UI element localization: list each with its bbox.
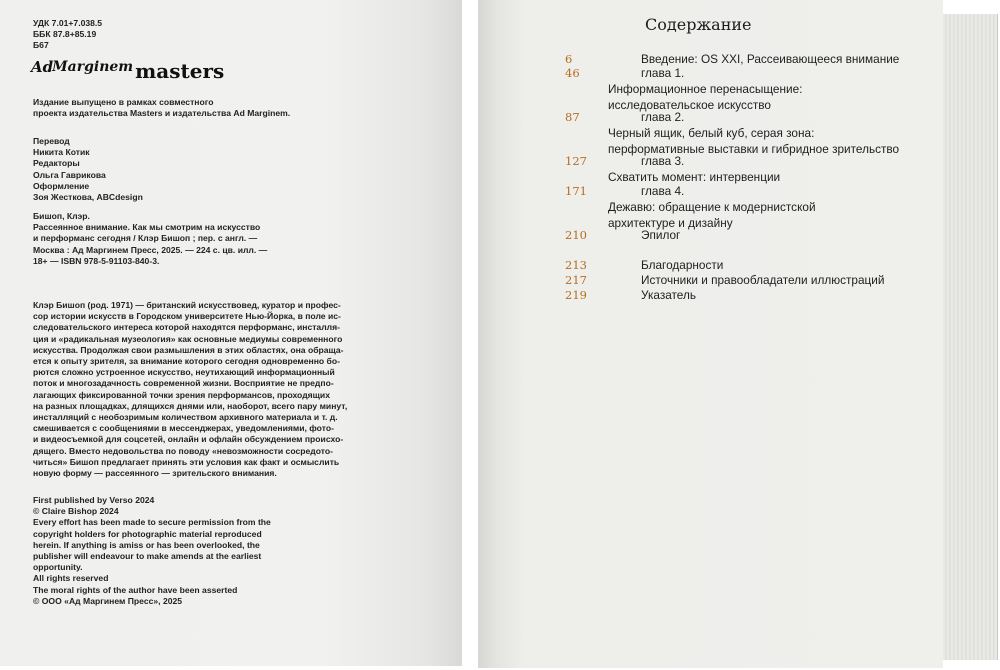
- toc-page-number: 219: [565, 288, 587, 302]
- toc-entry-text: Источники и правообладатели иллюстраций: [641, 273, 885, 287]
- toc-page-number: 46: [565, 66, 580, 80]
- logo-marginem: Marginem: [52, 59, 134, 75]
- toc-page-number: 87: [565, 110, 580, 124]
- toc-entry: [608, 273, 884, 289]
- toc-title: Содержание: [645, 15, 752, 34]
- toc-chapter-label: глава 2.: [641, 110, 685, 124]
- toc-entry-text: Информационное перенасыщение: исследовательское искусство: [608, 81, 803, 112]
- series-note: Издание выпущено в рамках совместного проекта издательства Masters и издательства Ad Marginem.: [33, 97, 291, 119]
- annotation: Клэр Бишоп (род. 1971) — британский искусствовед, куратор и профес- сор истории искусств в Городском университете Нью-Йорка, в поле ис- следовательского интереса которой находятся перформанс, инсталля- ция и «радикальная музеология» как основные медиумы современного искусства. Продолжая свои размышления в этих областях, она обраща- ется к опыту зрителя, за внимание которого сегодня одновременно бо- рются сложно устроенное искусство, неутихающий информационный поток и многозадачность современной жизни. Восприятие не предпо- лагающих фиксированной точки зрения перформансов, проходящих на разных площадках, длящихся днями или, наоборот, всего пару минут, инсталляций с необозримым количеством архивного материала и т. д. смешивается с сообщениями в мессенджерах, уведомлениями, фото- и видеосъемкой для соцсетей, онлайн и офлайн обсуждением происхо- дящего. Вместо недовольства по поводу «невозможности сосредото- читься» Бишоп предлагает принять эти условия как факт и осмыслить новую форму — рассеянного — зрительского внимания.: [33, 300, 348, 479]
- toc-entry: [608, 110, 899, 157]
- toc-chapter-label: глава 4.: [641, 184, 685, 198]
- toc-entry: [608, 258, 723, 274]
- udk-classification: УДК 7.01+7.038.5 ББК 87.8+85.19 Б67: [33, 18, 103, 51]
- toc-entry: [608, 184, 816, 231]
- toc-entry: [608, 228, 680, 244]
- toc-entry-text: Схватить момент: интервенции: [608, 169, 781, 184]
- toc-entry: [608, 66, 802, 113]
- toc-chapter-label: глава 1.: [641, 66, 685, 80]
- toc-page-number: 171: [565, 184, 587, 198]
- logo-masters: masters: [135, 59, 225, 83]
- toc-page-number: 127: [565, 154, 587, 168]
- credits: Перевод Никита Котик Редакторы Ольга Гаврикова Оформление Зоя Жесткова, ABCdesign: [33, 136, 143, 203]
- toc-entry: [608, 288, 696, 304]
- toc-page-number: 213: [565, 258, 587, 272]
- toc-page-number: 210: [565, 228, 587, 242]
- toc-chapter-label: глава 3.: [641, 154, 685, 168]
- toc-entry-text: Указатель: [641, 288, 696, 302]
- page-edges: [943, 14, 998, 660]
- left-page: [0, 0, 462, 666]
- logo-ad: Ad: [31, 58, 54, 76]
- right-page: [478, 0, 943, 668]
- toc-entry-text: Черный ящик, белый куб, серая зона: перформативные выставки и гибридное зрительство: [608, 125, 900, 156]
- toc-entry-text: Введение: OS XXI, Рассеивающееся внимание: [641, 52, 900, 66]
- toc-entry-text: Благодарности: [641, 258, 724, 272]
- toc-page-number: 6: [565, 52, 573, 66]
- toc-page-number: 217: [565, 273, 587, 287]
- toc-entry-text: Дежавю: обращение к модернистской архитектуре и дизайну: [608, 199, 816, 230]
- toc-entry: [608, 154, 780, 186]
- toc-entry-text: Эпилог: [641, 228, 681, 242]
- publisher-logo: [31, 58, 224, 88]
- bibliographic-record: Бишоп, Клэр. Рассеянное внимание. Как мы смотрим на искусство и перформанс сегодня / Клэр Бишоп ; пер. с англ. — Москва : Ад Маргинем Пресс, 2025. — 224 с. цв. илл. — 18+ — ISBN 978-5-91103-840-3.: [33, 211, 268, 266]
- rights-notice: First published by Verso 2024 © Claire Bishop 2024 Every effort has been made to secure permission from the copyright holders for photographic material reproduced herein. If anything is amiss or has been overlooked, the publisher will endeavour to make amends at the earliest opportunity. All rights reserved The moral rights of the author have been asserted © ООО «Ад Маргинем Пресс», 2025: [33, 495, 271, 606]
